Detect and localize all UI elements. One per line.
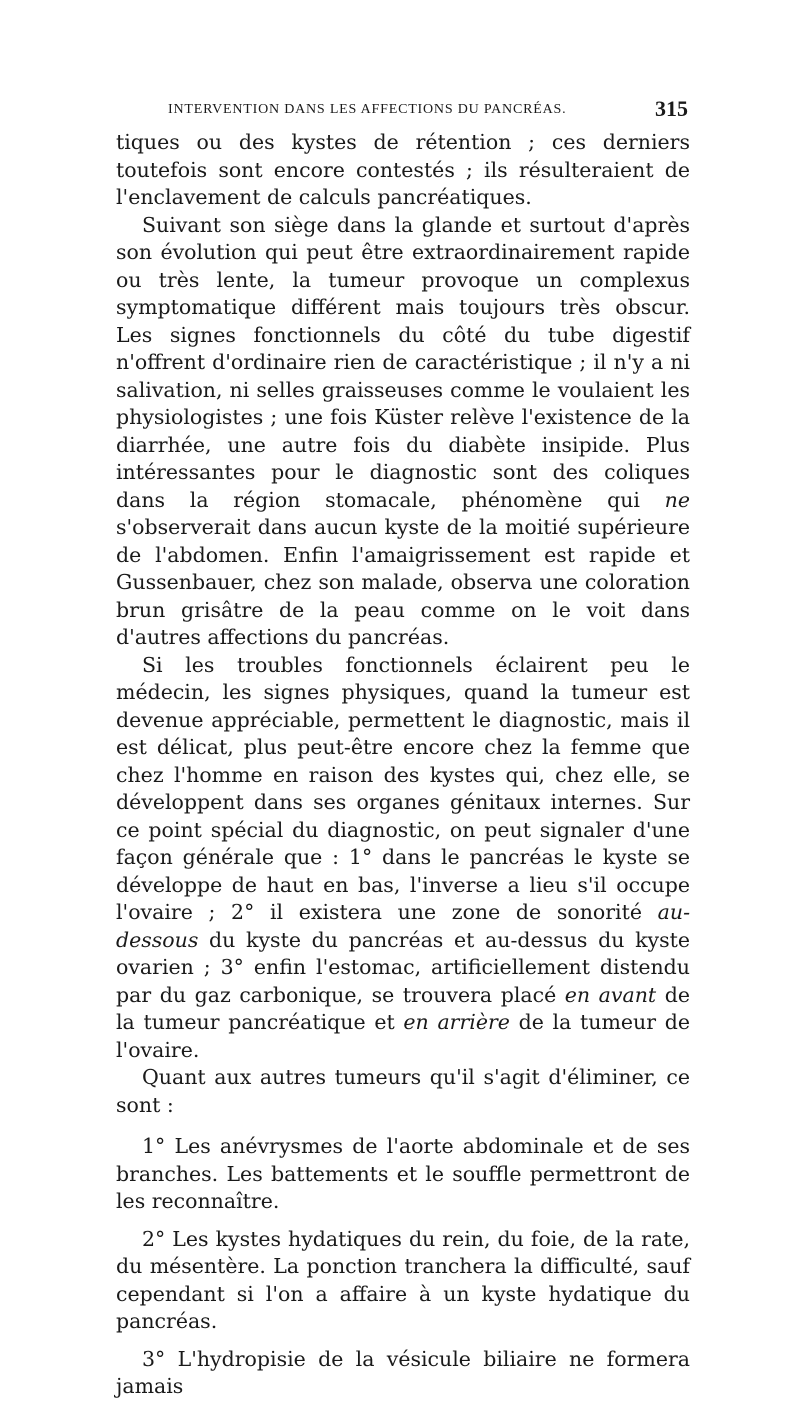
paragraph-continuation: tiques ou des kystes de rétention ; ces derniers toutefois sont encore contestés ; ils résulteraient de l'enclavement de calculs pancréatiques. bbox=[116, 130, 690, 209]
emphasis-en-avant: en avant bbox=[564, 982, 657, 1007]
page-number: 315 bbox=[655, 96, 688, 121]
paragraph-diagnosis bbox=[116, 652, 690, 1065]
list-item: 1° Les anévrysmes de l'aorte abdominale et de ses branches. Les battements et le souffle permettront de les reconnaître. bbox=[116, 1134, 690, 1213]
paragraph-other-tumours: Quant aux autres tumeurs qu'il s'agit d'éliminer, ce sont : bbox=[116, 1065, 690, 1117]
page-header bbox=[168, 96, 688, 124]
paragraph-symptoms bbox=[116, 212, 690, 652]
emphasis-ne: ne bbox=[664, 487, 690, 512]
paragraph-symptoms-text-1: Suivant son siège dans la glande et surtout d'après son évolution qui peut être extraordinairement rapide ou très lente, la tumeur provoque un complexus symptomatique différent mais toujours très obscur. Les signes fonctionnels du côté du tube digestif n'offrent d'ordinaire rien de caractéristique ; il n'y a ni salivation, ni selles graisseuses comme le voulaient les physiologistes ; une fois Küster relève l'existence de la diarrhée, une autre fois du diabète insipide. Plus intéressantes pour le diagnostic sont des coliques dans la région stomacale, phénomène qui bbox=[116, 212, 690, 512]
paragraph-symptoms-text-2: s'observerait dans aucun kyste de la moitié supérieure de l'abdomen. Enfin l'amaigrissement est rapide et Gussenbauer, chez son malade, observa une coloration brun grisâtre de la peau comme on le voit dans d'autres affections du pancréas. bbox=[116, 515, 690, 649]
paragraph-diagnosis-text-4: de la tumeur de l'ovaire. bbox=[116, 1010, 690, 1062]
running-title: INTERVENTION DANS LES AFFECTIONS DU PANCRÉAS. bbox=[168, 102, 567, 117]
list-item: 2° Les kystes hydatiques du rein, du foie, de la rate, du mésentère. La ponction tranchera la difficulté, sauf cependant si l'on a affaire à un kyste hydatique du pancréas. bbox=[116, 1226, 690, 1333]
body-text bbox=[116, 129, 690, 1401]
list-item: 3° L'hydropisie de la vésicule biliaire ne formera jamais bbox=[116, 1346, 690, 1398]
emphasis-au-dessous: au-dessous bbox=[116, 900, 690, 952]
paragraph-diagnosis-text-3: de la tumeur pancréatique et bbox=[116, 982, 690, 1034]
paragraph-diagnosis-text-2: du kyste du pancréas et au-dessus du kyste ovarien ; 3° enfin l'estomac, artificiellement distendu par du gaz carbonique, se trouvera placé bbox=[116, 927, 690, 1007]
paragraph-diagnosis-text-1: Si les troubles fonctionnels éclairent peu le médecin, les signes physiques, quand la tumeur est devenue appréciable, permettent le diagnostic, mais il est délicat, plus peut-être encore chez la femme que chez l'homme en raison des kystes qui, chez elle, se développent dans ses organes génitaux internes. Sur ce point spécial du diagnostic, on peut signaler d'une façon générale que : 1° dans le pancréas le kyste se développe de haut en bas, l'inverse a lieu s'il occupe l'ovaire ; 2° il existera une zone de sonorité bbox=[116, 652, 690, 924]
emphasis-en-arriere: en arrière bbox=[403, 1010, 510, 1034]
differential-list bbox=[116, 1133, 690, 1401]
